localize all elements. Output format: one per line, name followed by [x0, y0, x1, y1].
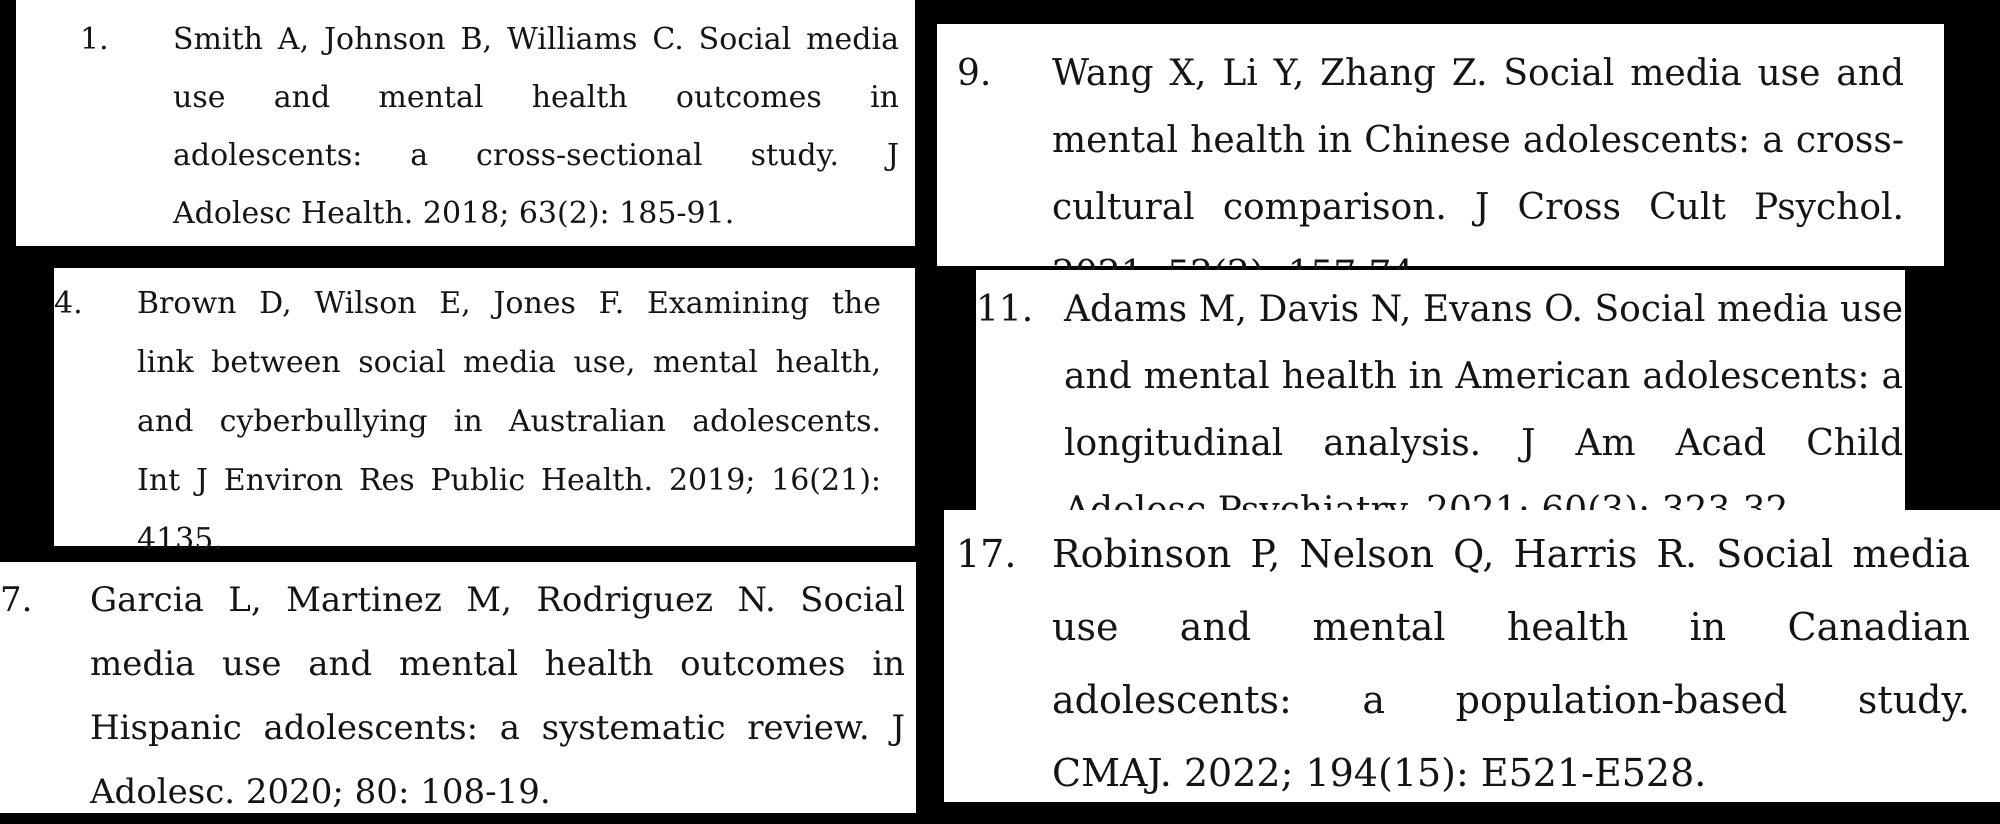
reference-panel-9 [937, 24, 1944, 266]
reference-entry [976, 276, 1903, 544]
reference-text [1064, 276, 1903, 544]
reference-number: 9. [957, 53, 992, 94]
reference-line: Adolesc. 2020; 80: 108-19. [90, 772, 551, 812]
reference-line: link between social media use, mental health, [137, 345, 881, 380]
reference-number: 17. [956, 532, 1017, 576]
reference-entry [957, 40, 1904, 308]
reference-line: adolescents: a cross-sectional study. J [173, 138, 899, 173]
reference-line: use and mental health outcomes in [173, 80, 899, 115]
reference-line: Adams M, Davis N, Evans O. Social media use [1064, 289, 1903, 330]
reference-entry [0, 568, 905, 824]
reference-line: longitudinal analysis. J Am Acad Child [1064, 423, 1903, 464]
reference-number: 4. [54, 286, 83, 321]
reference-line: Adolesc Health. 2018; 63(2): 185-91. [173, 196, 735, 231]
reference-line: Robinson P, Nelson Q, Harris R. Social media [1052, 532, 1970, 576]
reference-line: Brown D, Wilson E, Jones F. Examining the [137, 286, 881, 321]
reference-line: cultural comparison. J Cross Cult Psychol. [1052, 187, 1904, 228]
reference-number: 1. [80, 22, 109, 57]
reference-panel-4 [54, 268, 915, 557]
reference-panel-1 [16, 0, 915, 246]
reference-line: Hispanic adolescents: a systematic review. J [90, 708, 905, 748]
reference-number: 7. [0, 580, 33, 620]
reference-panel-7 [0, 562, 916, 813]
reference-text [1052, 518, 1970, 810]
reference-line: and cyberbullying in Australian adolescents. [137, 404, 881, 439]
reference-line: Garcia L, Martinez M, Rodriguez N. Social [90, 580, 905, 620]
reference-line: Int J Environ Res Public Health. 2019; 16(21): [137, 463, 881, 498]
reference-line: 4135. [137, 522, 223, 557]
reference-line: adolescents: a population-based study. [1052, 678, 1970, 722]
reference-number: 11. [976, 289, 1034, 330]
reference-line: media use and mental health outcomes in [90, 644, 905, 684]
reference-entry [956, 518, 1970, 810]
reference-text [137, 274, 881, 569]
reference-text [173, 11, 899, 243]
reference-entry [80, 11, 899, 243]
reference-panel-17 [944, 510, 2000, 802]
reference-entry [54, 274, 881, 569]
reference-line: Smith A, Johnson B, Williams C. Social media [173, 22, 899, 57]
reference-line: mental health in Chinese adolescents: a cross- [1052, 120, 1904, 161]
reference-line: CMAJ. 2022; 194(15): E521-E528. [1052, 751, 1707, 795]
reference-panel-11 [976, 270, 1905, 512]
reference-text [1052, 40, 1904, 308]
reference-line: and mental health in American adolescents: a [1064, 356, 1903, 397]
reference-line: Wang X, Li Y, Zhang Z. Social media use and [1052, 53, 1904, 94]
reference-text [90, 568, 905, 824]
reference-line: use and mental health in Canadian [1052, 605, 1970, 649]
